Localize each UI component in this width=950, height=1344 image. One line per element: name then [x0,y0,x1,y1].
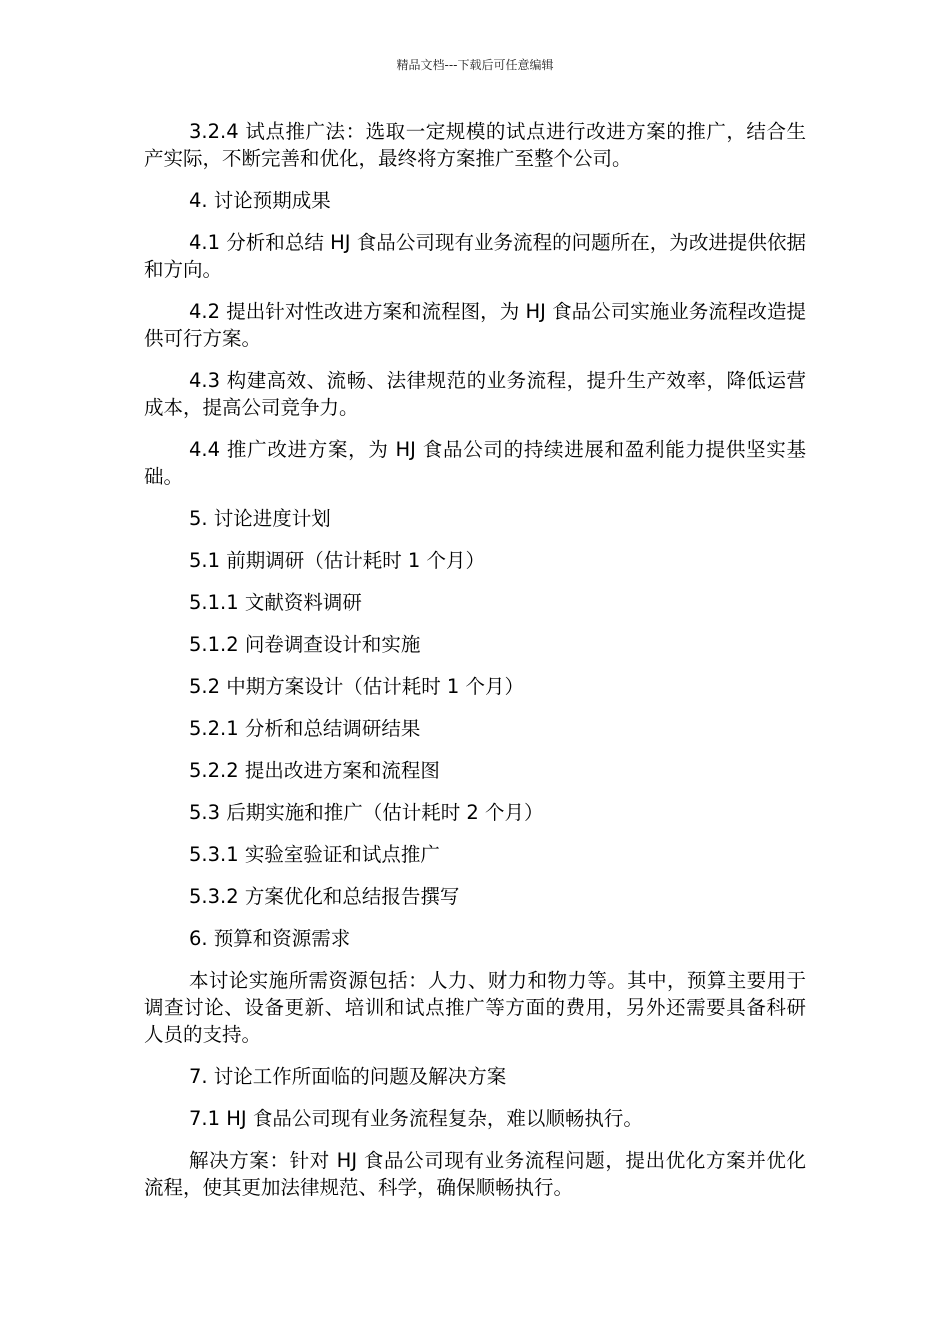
heading-6: 6. 预算和资源需求 [189,927,351,950]
item-5-1-1: 5.1.1 文献资料调研 [189,591,362,614]
paragraph-4-2: 4.2 提出针对性改进方案和流程图，为 HJ 食品公司实施业务流程改造提供可行方案。 [144,300,806,350]
item-7-1: 7.1 HJ 食品公司现有业务流程复杂，难以顺畅执行。 [189,1107,643,1130]
item-5-1-2: 5.1.2 问卷调查设计和实施 [189,633,421,656]
paragraph-3-2-4: 3.2.4 试点推广法：选取一定规模的试点进行改进方案的推广，结合生产实际，不断完善和优化，最终将方案推广至整个公司。 [144,120,806,170]
paragraph-4-4: 4.4 推广改进方案，为 HJ 食品公司的持续进展和盈利能力提供坚实基础。 [144,438,806,488]
item-5-3-1: 5.3.1 实验室验证和试点推广 [189,843,440,866]
heading-5: 5. 讨论进度计划 [189,507,331,530]
item-5-3-2: 5.3.2 方案优化和总结报告撰写 [189,885,460,908]
paragraph-4-3: 4.3 构建高效、流畅、法律规范的业务流程，提升生产效率，降低运营成本，提高公司竞争力。 [144,369,806,419]
document-body [144,118,806,1216]
paragraph-budget: 本讨论实施所需资源包括：人力、财力和物力等。其中，预算主要用于调查讨论、设备更新、培训和试点推广等方面的费用，另外还需要具备科研人员的支持。 [144,969,806,1046]
paragraph-solution: 解决方案：针对 HJ 食品公司现有业务流程问题，提出优化方案并优化流程，使其更加法律规范、科学，确保顺畅执行。 [144,1149,806,1199]
item-5-2: 5.2 中期方案设计（估计耗时 1 个月） [189,675,525,698]
heading-4: 4. 讨论预期成果 [189,189,331,212]
item-5-2-1: 5.2.1 分析和总结调研结果 [189,717,421,740]
heading-7: 7. 讨论工作所面临的问题及解决方案 [189,1065,507,1088]
page-header: 精品文档---下载后可任意编辑 [396,58,554,72]
item-5-2-2: 5.2.2 提出改进方案和流程图 [189,759,440,782]
paragraph-4-1: 4.1 分析和总结 HJ 食品公司现有业务流程的问题所在，为改进提供依据和方向。 [144,231,806,281]
item-5-3: 5.3 后期实施和推广（估计耗时 2 个月） [189,801,544,824]
item-5-1: 5.1 前期调研（估计耗时 1 个月） [189,549,486,572]
